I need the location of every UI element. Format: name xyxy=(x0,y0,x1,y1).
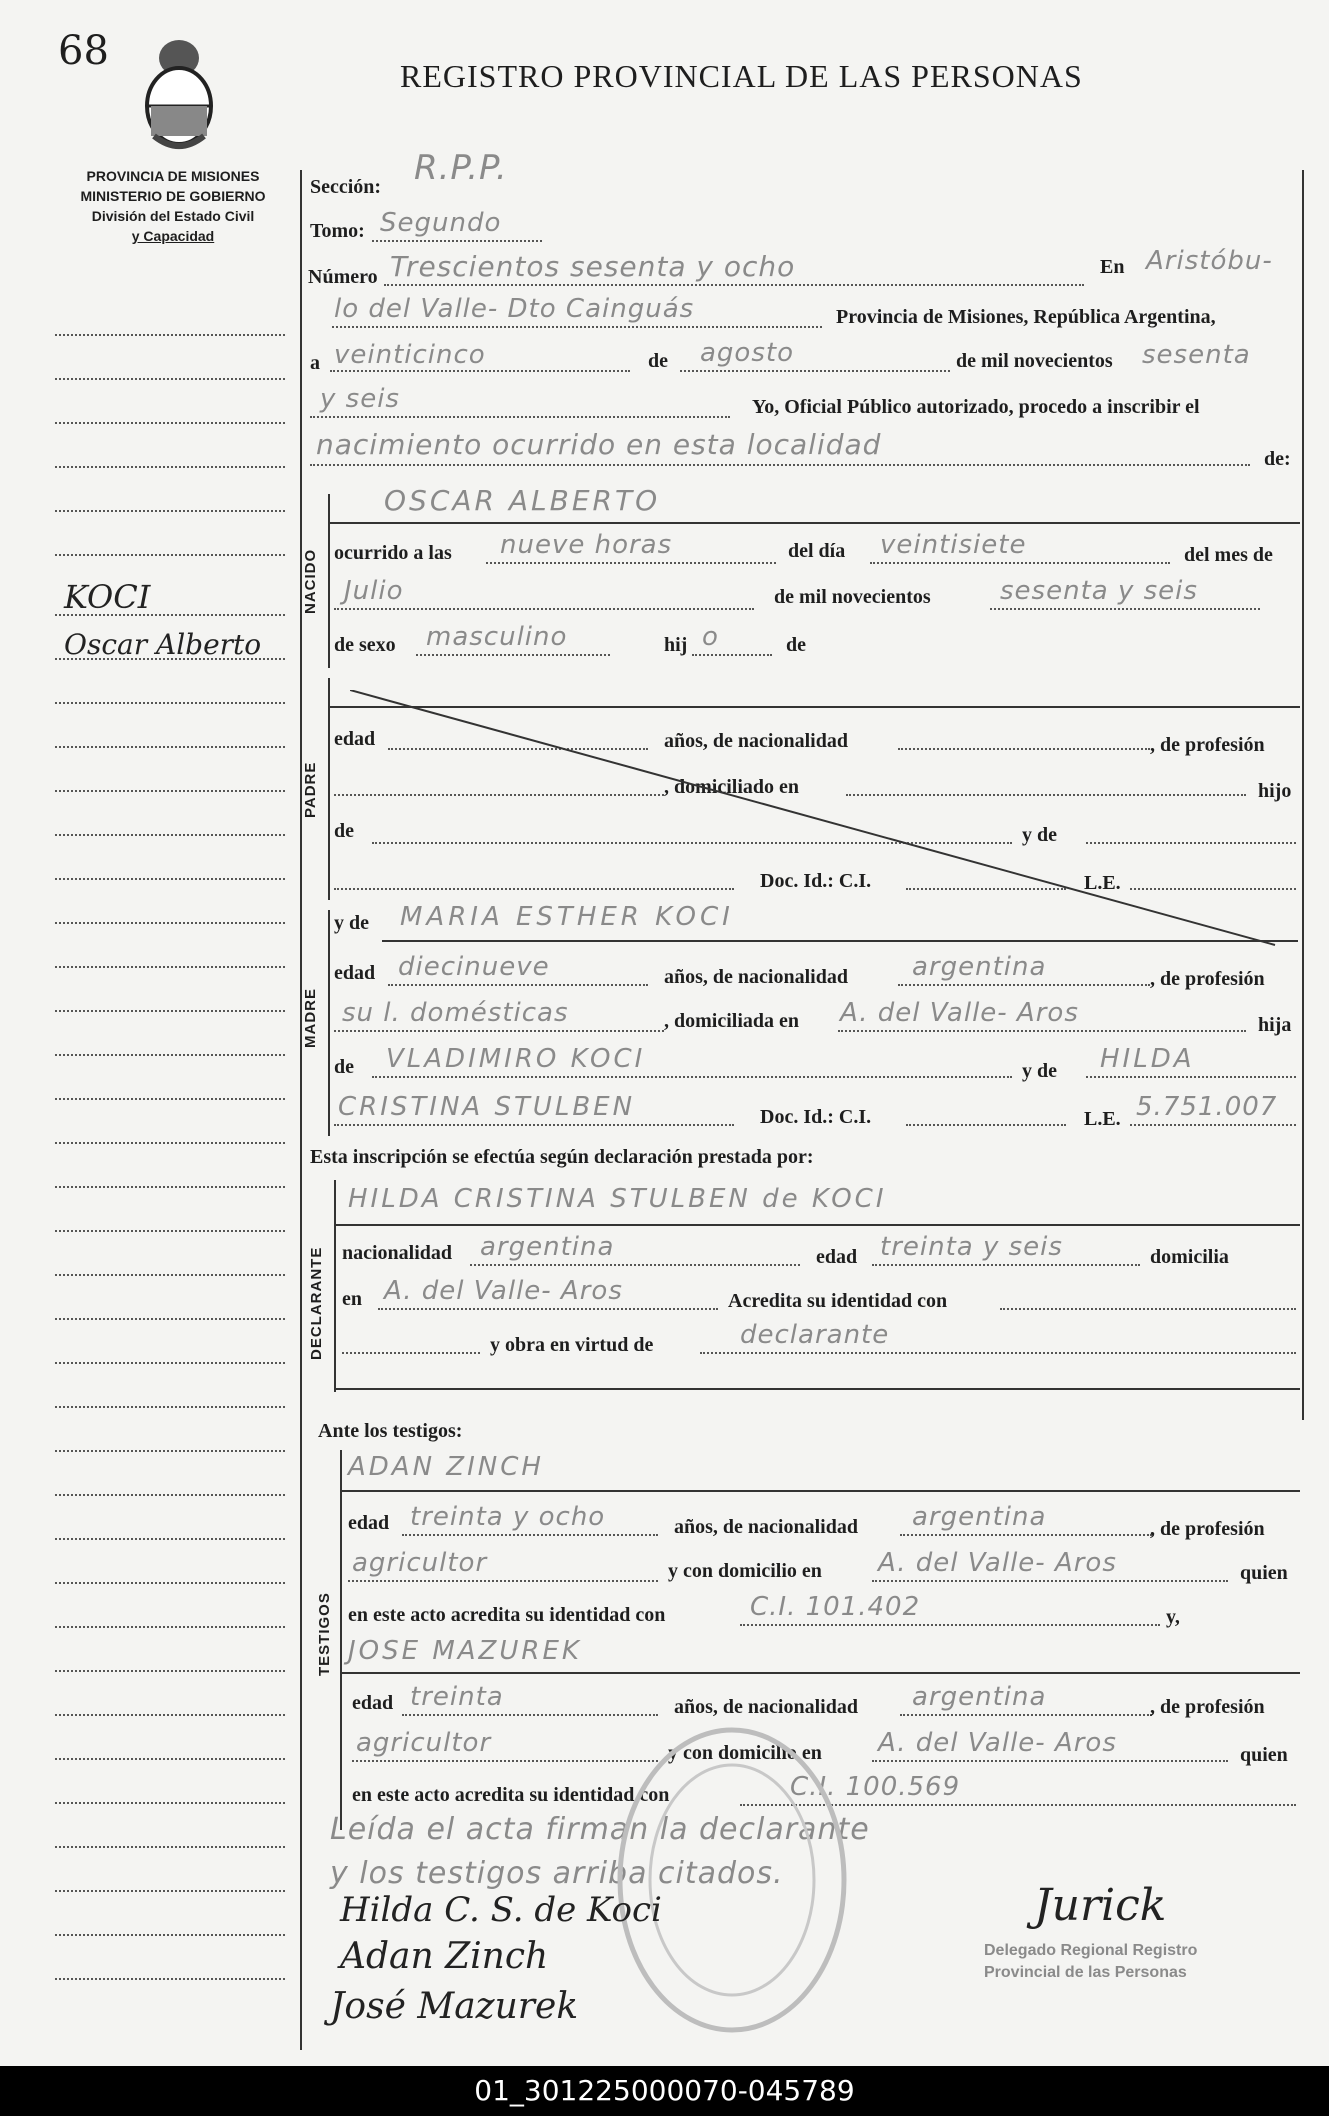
padre-y-de-label: y de xyxy=(1022,824,1057,846)
mes-nac-value: Julio xyxy=(344,576,404,606)
sexo-value: masculino xyxy=(426,622,568,652)
ocurrido-label: ocurrido a las xyxy=(334,542,452,564)
testigo2-nombre-value: JOSE MAZUREK xyxy=(348,1636,582,1666)
padre-hijo-label: hijo xyxy=(1258,780,1292,802)
testigo1-dom-value: A. del Valle- Aros xyxy=(878,1548,1117,1578)
de-mil-label: de mil novecientos xyxy=(956,350,1113,372)
decl-nacionalidad-label: nacionalidad xyxy=(342,1242,453,1264)
t1-profesion-label: , de profesión xyxy=(1150,1518,1265,1540)
lugar-value-2: lo del Valle- Dto Cainguás xyxy=(334,294,695,324)
dia-value: veinticinco xyxy=(334,340,486,370)
madre-dom-value: A. del Valle- Aros xyxy=(840,998,1079,1028)
official-stamp xyxy=(984,1940,1197,1984)
t1-edad-label: edad xyxy=(348,1512,390,1534)
page-number: 68 xyxy=(58,28,109,74)
t1-y-label: y, xyxy=(1166,1606,1180,1628)
org-line1: PROVINCIA DE MISIONES xyxy=(86,168,260,184)
anio-value-1: sesenta xyxy=(1142,340,1251,370)
side-label-padre: PADRE xyxy=(302,761,319,818)
madre-edad-label: edad xyxy=(334,962,376,984)
madre-profesion-label: , de profesión xyxy=(1150,968,1265,990)
acto-value: nacimiento ocurrido en esta localidad xyxy=(316,428,882,461)
testigo2-dom-value: A. del Valle- Aros xyxy=(878,1728,1117,1758)
madre-nombre-value: MARIA ESTHER KOCI xyxy=(400,902,734,932)
madre-le-value: 5.751.007 xyxy=(1136,1092,1278,1122)
del-dia-label: del día xyxy=(788,540,846,562)
nombre-value: OSCAR ALBERTO xyxy=(384,484,661,517)
madre-y-de-2-label: y de xyxy=(1022,1060,1057,1082)
t1-domicilio-label: y con domicilio en xyxy=(668,1560,822,1582)
madre-domiciliada-label: , domiciliada en xyxy=(664,1010,800,1032)
madre-hija-label: hija xyxy=(1258,1014,1292,1036)
margin-surname: KOCI xyxy=(64,578,151,616)
document-title: REGISTRO PROVINCIAL DE LAS PERSONAS xyxy=(400,58,1083,94)
testigo1-edad-value: treinta y ocho xyxy=(410,1502,606,1532)
decl-domicilia-label: domicilia xyxy=(1150,1246,1229,1268)
testigo1-prof-value: agricultor xyxy=(352,1548,488,1578)
closing-note-1: Leída el acta firman la declarante xyxy=(330,1812,870,1847)
mes-value: agosto xyxy=(700,338,794,368)
hora-value: nueve horas xyxy=(500,530,673,560)
signature-official: Jurick xyxy=(1034,1880,1167,1931)
t1-acto-label: en este acto acredita su identidad con xyxy=(348,1604,666,1626)
madre-doc-label: Doc. Id.: C.I. xyxy=(760,1106,872,1128)
madre-y-de-label: y de xyxy=(334,912,369,934)
coat-of-arms-icon xyxy=(134,36,224,156)
side-label-testigos: TESTIGOS xyxy=(316,1592,333,1676)
de-label: de xyxy=(648,350,668,372)
decl-acredita-label: Acredita su identidad con xyxy=(728,1290,948,1312)
testigo1-nac-value: argentina xyxy=(912,1502,1047,1532)
madre-edad-value: diecinueve xyxy=(398,952,550,982)
margin-given-name: Oscar Alberto xyxy=(64,628,262,661)
de-colon-label: de: xyxy=(1264,448,1291,470)
padre-edad-label: edad xyxy=(334,728,376,750)
decl-nac-value: argentina xyxy=(480,1232,615,1262)
org-line3: División del Estado Civil xyxy=(91,208,255,224)
seccion-label: Sección: xyxy=(310,176,382,198)
official-seal-icon xyxy=(612,1720,852,2040)
decl-edad-label: edad xyxy=(816,1246,858,1268)
madre-de-label: de xyxy=(334,1056,354,1078)
madre-nac-value: argentina xyxy=(912,952,1047,982)
testigo1-doc-value: C.I. 101.402 xyxy=(750,1592,921,1622)
lugar-value-1: Aristóbu- xyxy=(1146,246,1273,276)
dia-nac-value: veintisiete xyxy=(880,530,1027,560)
abuela-value-2: CRISTINA STULBEN xyxy=(338,1092,636,1122)
seccion-value: R.P.P. xyxy=(414,148,508,188)
declarante-nombre-value: HILDA CRISTINA STULBEN de KOCI xyxy=(348,1184,887,1214)
padre-anios-label: años, de nacionalidad xyxy=(664,730,848,752)
testigo2-prof-value: agricultor xyxy=(356,1728,492,1758)
org-line2: MINISTERIO DE GOBIERNO xyxy=(80,188,266,204)
signature-declarante: Hilda C. S. de Koci xyxy=(340,1890,662,1930)
testigo2-edad-value: treinta xyxy=(410,1682,504,1712)
testigo1-nombre-value: ADAN ZINCH xyxy=(348,1452,544,1482)
decl-obra-label: y obra en virtud de xyxy=(490,1334,654,1356)
org-block xyxy=(55,166,291,246)
de-2-label: de xyxy=(786,634,806,656)
madre-prof-value: su l. domésticas xyxy=(342,998,569,1028)
abuelo-value: VLADIMIRO KOCI xyxy=(386,1044,646,1074)
decl-obra-value: declarante xyxy=(740,1320,890,1350)
de-mil-2-label: de mil novecientos xyxy=(774,586,931,608)
t2-anios-label: años, de nacionalidad xyxy=(674,1696,858,1718)
decl-dom-value: A. del Valle- Aros xyxy=(384,1276,623,1306)
testigo2-doc-value: C.I. 100.569 xyxy=(790,1772,961,1802)
t2-domicilio-label: y con domicilio en xyxy=(668,1742,822,1764)
abuela-value-1: HILDA xyxy=(1100,1044,1195,1074)
padre-domiciliado-label: , domiciliado en xyxy=(664,776,800,798)
provincia-label: Provincia de Misiones, República Argentina, xyxy=(836,306,1216,328)
decl-en-label: en xyxy=(342,1288,362,1310)
del-mes-label: del mes de xyxy=(1184,544,1273,566)
oficial-label: Yo, Oficial Público autorizado, procedo a inscribir el xyxy=(752,396,1200,418)
t1-quien-label: quien xyxy=(1240,1562,1288,1584)
madre-anios-label: años, de nacionalidad xyxy=(664,966,848,988)
anio-value-2: y seis xyxy=(320,384,400,414)
testigo2-nac-value: argentina xyxy=(912,1682,1047,1712)
t2-edad-label: edad xyxy=(352,1692,394,1714)
signature-testigo-2: José Mazurek xyxy=(330,1986,579,2027)
decl-edad-value: treinta y seis xyxy=(880,1232,1063,1262)
en-label: En xyxy=(1100,256,1125,278)
main-left-border xyxy=(300,170,302,2050)
stamp-line2: Provincial de las Personas xyxy=(984,1964,1187,1981)
t2-profesion-label: , de profesión xyxy=(1150,1696,1265,1718)
de-sexo-label: de sexo xyxy=(334,634,396,656)
madre-le-label: L.E. xyxy=(1084,1108,1121,1130)
anio-nac-value: sesenta y seis xyxy=(1000,576,1198,606)
hij-label: hij xyxy=(664,634,688,656)
side-label-madre: MADRE xyxy=(302,988,319,1048)
closing-note-2: y los testigos arriba citados. xyxy=(330,1856,784,1891)
padre-profesion-label: , de profesión xyxy=(1150,734,1265,756)
main-right-border xyxy=(1302,170,1304,1420)
t2-acto-label: en este acto acredita su identidad con xyxy=(352,1784,670,1806)
side-label-nacido: NACIDO xyxy=(302,548,319,614)
padre-doc-label: Doc. Id.: C.I. xyxy=(760,870,872,892)
numero-label: Número xyxy=(308,266,378,288)
numero-value: Trescientos sesenta y ocho xyxy=(390,250,796,283)
ante-label: Ante los testigos: xyxy=(318,1420,463,1442)
inscripcion-label: Esta inscripción se efectúa según declaración prestada por: xyxy=(310,1146,814,1168)
stamp-line1: Delegado Regional Registro xyxy=(984,1942,1198,1959)
padre-de-label: de xyxy=(334,820,354,842)
a-label: a xyxy=(310,352,320,374)
signature-testigo-1: Adan Zinch xyxy=(340,1936,549,1977)
side-label-declarante: DECLARANTE xyxy=(308,1246,325,1360)
padre-le-label: L.E. xyxy=(1084,872,1121,894)
tomo-label: Tomo: xyxy=(310,220,365,242)
org-line4: y Capacidad xyxy=(131,228,215,244)
document-id-bar: 01_301225000070-045789 xyxy=(0,2066,1329,2116)
hij-suffix-value: o xyxy=(702,622,719,652)
t1-anios-label: años, de nacionalidad xyxy=(674,1516,858,1538)
t2-quien-label: quien xyxy=(1240,1744,1288,1766)
tomo-value: Segundo xyxy=(380,208,502,238)
